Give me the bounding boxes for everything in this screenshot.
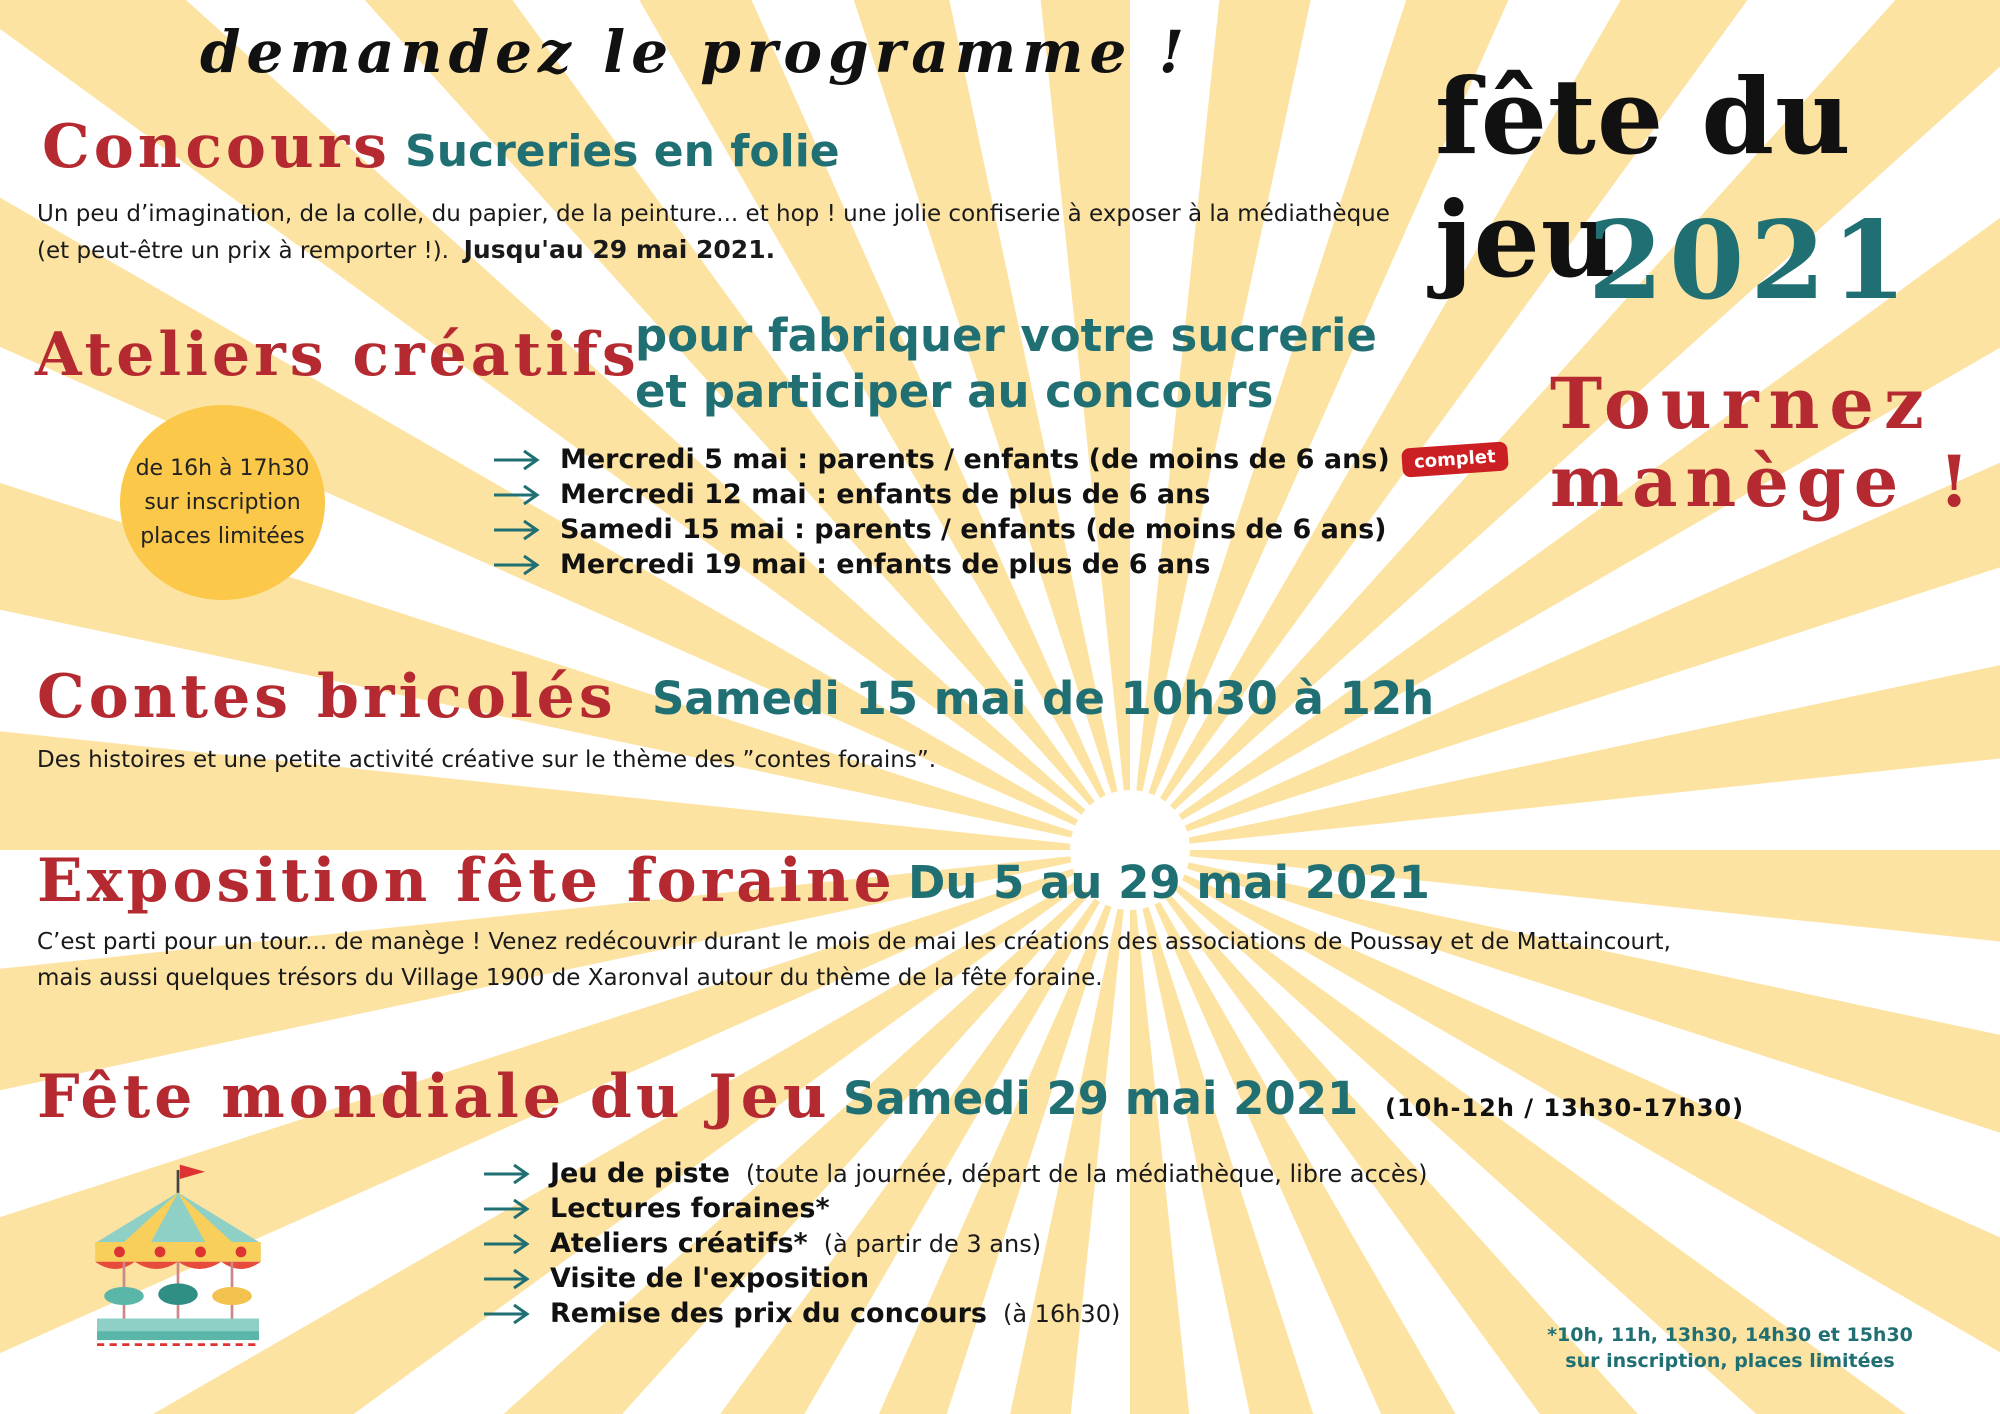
event-year: 2021 bbox=[1588, 198, 1913, 324]
ateliers-subtitle-line2: et participer au concours bbox=[635, 365, 1274, 418]
arrow-right-icon bbox=[492, 483, 540, 507]
concours-subtitle: Sucreries en folie bbox=[405, 126, 840, 177]
exposition-heading: Exposition fête foraine bbox=[37, 846, 896, 916]
footnote bbox=[1540, 1322, 1920, 1374]
arrow-right-icon bbox=[482, 1197, 530, 1221]
activity-note: (à partir de 3 ans) bbox=[823, 1229, 1042, 1258]
arrow-right-icon bbox=[492, 448, 540, 472]
exposition-text-line1: C’est parti pour un tour... de manège ! Venez redécouvrir durant le mois de mai les créations des associations de Poussay et de Mattaincourt, bbox=[37, 929, 1671, 955]
arrow-right-icon bbox=[482, 1232, 530, 1256]
list-item bbox=[492, 477, 1507, 512]
list-item bbox=[482, 1261, 1428, 1296]
contes-text: Des histoires et une petite activité créative sur le thème des ”contes forains”. bbox=[37, 747, 937, 773]
complet-badge: complet bbox=[1401, 441, 1508, 477]
fete-mondiale-hours: (10h-12h / 13h30-17h30) bbox=[1385, 1094, 1745, 1122]
event-title: fête du jeu bbox=[1435, 55, 1852, 301]
ateliers-info-places: places limitées bbox=[140, 523, 305, 549]
carousel-icon bbox=[88, 1142, 268, 1360]
activity-note: (toute la journée, départ de la médiathèque, libre accès) bbox=[745, 1159, 1428, 1188]
session-label: Mercredi 5 mai : parents / enfants (de moins de 6 ans) bbox=[560, 444, 1390, 475]
list-item bbox=[492, 512, 1507, 547]
list-item bbox=[482, 1156, 1428, 1191]
footnote-line1: *10h, 11h, 13h30, 14h30 et 15h30 bbox=[1547, 1324, 1913, 1346]
footnote-line2: sur inscription, places limitées bbox=[1565, 1350, 1895, 1372]
activity-label: Lectures foraines* bbox=[550, 1193, 830, 1224]
arrow-right-icon bbox=[492, 518, 540, 542]
ateliers-info-registration: sur inscription bbox=[144, 489, 301, 515]
activity-label: Visite de l'exposition bbox=[550, 1263, 870, 1294]
activity-label: Ateliers créatifs* bbox=[550, 1228, 808, 1259]
list-item bbox=[492, 442, 1507, 477]
list-item bbox=[482, 1191, 1428, 1226]
contes-date: Samedi 15 mai de 10h30 à 12h bbox=[652, 672, 1435, 725]
concours-text bbox=[37, 196, 1417, 269]
fete-mondiale-activities bbox=[482, 1156, 1428, 1331]
list-item bbox=[482, 1296, 1428, 1331]
exposition-text bbox=[37, 924, 1737, 996]
session-label: Samedi 15 mai : parents / enfants (de moins de 6 ans) bbox=[560, 514, 1387, 545]
arrow-right-icon bbox=[482, 1302, 530, 1326]
arrow-right-icon bbox=[482, 1162, 530, 1186]
exposition-date: Du 5 au 29 mai 2021 bbox=[908, 856, 1430, 909]
exposition-text-line2: mais aussi quelques trésors du Village 1900 de Xaronval autour du thème de la fête foraine. bbox=[37, 965, 1103, 991]
concours-text-line1: Un peu d’imagination, de la colle, du papier, de la peinture... et hop ! une jolie confiserie à exposer à la médiathèque bbox=[37, 201, 1390, 227]
ateliers-heading: Ateliers créatifs bbox=[35, 320, 640, 390]
ateliers-subtitle bbox=[635, 308, 1377, 420]
fete-mondiale-date: Samedi 29 mai 2021 bbox=[843, 1072, 1359, 1125]
tagline: demandez le programme ! bbox=[200, 18, 1191, 86]
arrow-right-icon bbox=[482, 1267, 530, 1291]
ateliers-info-blob bbox=[120, 405, 325, 600]
slogan-line1: Tournez bbox=[1550, 362, 1934, 445]
concours-heading: Concours bbox=[42, 112, 391, 182]
fete-mondiale-heading: Fête mondiale du Jeu bbox=[37, 1062, 831, 1132]
ateliers-sessions-list bbox=[492, 442, 1507, 582]
arrow-right-icon bbox=[492, 553, 540, 577]
slogan-line2: manège ! bbox=[1550, 440, 1978, 523]
contes-heading: Contes bricolés bbox=[37, 662, 617, 732]
activity-label: Remise des prix du concours bbox=[550, 1298, 987, 1329]
list-item bbox=[482, 1226, 1428, 1261]
session-label: Mercredi 19 mai : enfants de plus de 6 ans bbox=[560, 549, 1211, 580]
concours-text-line2-part: (et peut-être un prix à remporter !). bbox=[37, 238, 449, 264]
activity-label: Jeu de piste bbox=[550, 1158, 730, 1189]
session-label: Mercredi 12 mai : enfants de plus de 6 ans bbox=[560, 479, 1211, 510]
concours-deadline: Jusqu'au 29 mai 2021. bbox=[463, 235, 776, 264]
ateliers-info-hours: de 16h à 17h30 bbox=[135, 455, 310, 481]
ateliers-subtitle-line1: pour fabriquer votre sucrerie bbox=[635, 309, 1377, 362]
concours-text-line2 bbox=[37, 232, 1417, 269]
activity-note: (à 16h30) bbox=[1002, 1299, 1121, 1328]
list-item bbox=[492, 547, 1507, 582]
